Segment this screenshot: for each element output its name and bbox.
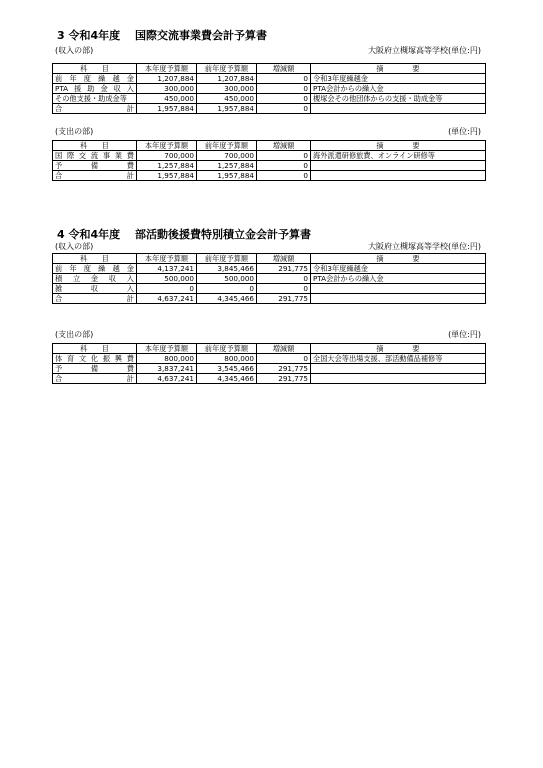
table-row: [53, 94, 486, 104]
section4-expense-label: (支出の部): [55, 330, 94, 339]
cell-diff: 291,775: [257, 364, 311, 374]
cell-diff: 0: [257, 284, 311, 294]
cell-item: 予 備 費: [53, 364, 137, 374]
table-row-total: [53, 171, 486, 181]
cell-current: 3,837,241: [137, 364, 197, 374]
cell-note: 令和3年度繰越金: [311, 264, 486, 274]
table-row: [53, 161, 486, 171]
header-previous: 前年度予算額: [197, 64, 257, 74]
cell-diff: 0: [257, 104, 311, 114]
cell-note: 槻塚会その他団体からの支援・助成金等: [311, 94, 486, 104]
cell-note: [311, 171, 486, 181]
cell-current: 4,137,241: [137, 264, 197, 274]
section3-expense-unit: (単位:円): [448, 127, 481, 136]
cell-item: PTA援助金収入: [53, 84, 137, 94]
cell-note: [311, 364, 486, 374]
section4-income-label: (収入の部): [55, 242, 94, 251]
header-note: 摘 要: [311, 64, 486, 74]
cell-previous: 500,000: [197, 274, 257, 284]
table-header-row: [53, 64, 486, 74]
cell-previous: 4,345,466: [197, 374, 257, 384]
cell-note: [311, 294, 486, 304]
cell-current: 4,637,241: [137, 374, 197, 384]
cell-previous: 3,845,466: [197, 264, 257, 274]
header-note: 摘 要: [311, 141, 486, 151]
cell-diff: 0: [257, 151, 311, 161]
section4-expense-unit: (単位:円): [448, 330, 481, 339]
cell-current: 1,257,884: [137, 161, 197, 171]
cell-previous: 1,257,884: [197, 161, 257, 171]
cell-item: 前年度繰越金: [53, 264, 137, 274]
header-previous: 前年度予算額: [197, 141, 257, 151]
table-header-row: [53, 344, 486, 354]
cell-note: PTA会計からの繰入金: [311, 274, 486, 284]
cell-previous: 4,345,466: [197, 294, 257, 304]
cell-diff: 0: [257, 161, 311, 171]
cell-current: 1,957,884: [137, 171, 197, 181]
section4-title: 4 令和4年度 部活動後援費特別積立金会計予算書: [57, 228, 311, 241]
table-row: [53, 264, 486, 274]
table-header-row: [53, 254, 486, 264]
cell-note: [311, 161, 486, 171]
header-item: 科 目: [53, 64, 137, 74]
header-current: 本年度予算額: [137, 141, 197, 151]
header-note: 摘 要: [311, 344, 486, 354]
cell-item: 合 計: [53, 294, 137, 304]
section3-title: 3 令和4年度 国際交流事業費会計予算書: [57, 29, 267, 42]
cell-item: その他支援・助成金等: [53, 94, 137, 104]
table-row: [53, 74, 486, 84]
cell-note: 海外派遣研修旅費、オンライン研修等: [311, 151, 486, 161]
header-item: 科 目: [53, 254, 137, 264]
cell-previous: 800,000: [197, 354, 257, 364]
section3-school-unit: 大阪府立槻塚高等学校(単位:円): [368, 46, 481, 55]
cell-diff: 0: [257, 74, 311, 84]
table-row: [53, 354, 486, 364]
table-row: [53, 151, 486, 161]
cell-note: [311, 374, 486, 384]
table-row: [53, 284, 486, 294]
cell-current: 800,000: [137, 354, 197, 364]
table-header-row: [53, 141, 486, 151]
cell-current: 1,207,884: [137, 74, 197, 84]
table-row: [53, 364, 486, 374]
cell-item: 前年度繰越金: [53, 74, 137, 84]
section3-expense-table: [52, 140, 486, 181]
header-item: 科 目: [53, 344, 137, 354]
header-previous: 前年度予算額: [197, 254, 257, 264]
table-row: [53, 274, 486, 284]
cell-item: 合 計: [53, 104, 137, 114]
cell-previous: 1,207,884: [197, 74, 257, 84]
cell-diff: 0: [257, 274, 311, 284]
cell-diff: 0: [257, 84, 311, 94]
header-diff: 増減額: [257, 64, 311, 74]
cell-diff: 0: [257, 354, 311, 364]
section4-expense-table: [52, 343, 486, 384]
cell-item: 予 備 費: [53, 161, 137, 171]
cell-current: 450,000: [137, 94, 197, 104]
cell-diff: 291,775: [257, 264, 311, 274]
cell-current: 500,000: [137, 274, 197, 284]
cell-current: 0: [137, 284, 197, 294]
cell-item: 合 計: [53, 374, 137, 384]
cell-diff: 291,775: [257, 294, 311, 304]
cell-note: 令和3年度繰越金: [311, 74, 486, 84]
header-previous: 前年度予算額: [197, 344, 257, 354]
cell-previous: 300,000: [197, 84, 257, 94]
header-current: 本年度予算額: [137, 254, 197, 264]
cell-diff: 0: [257, 171, 311, 181]
cell-item: 国際交流事業費: [53, 151, 137, 161]
table-row: [53, 84, 486, 94]
table-row-total: [53, 374, 486, 384]
cell-current: 700,000: [137, 151, 197, 161]
cell-item: 積立金収入: [53, 274, 137, 284]
header-diff: 増減額: [257, 141, 311, 151]
cell-note: PTA会計からの繰入金: [311, 84, 486, 94]
cell-previous: 3,545,466: [197, 364, 257, 374]
section3-expense-label: (支出の部): [55, 127, 94, 136]
header-current: 本年度予算額: [137, 344, 197, 354]
header-diff: 増減額: [257, 344, 311, 354]
cell-previous: 450,000: [197, 94, 257, 104]
table-row-total: [53, 294, 486, 304]
header-diff: 増減額: [257, 254, 311, 264]
cell-note: 全国大会等出場支援、部活動備品補修等: [311, 354, 486, 364]
cell-item: 雑 収 入: [53, 284, 137, 294]
cell-previous: 1,957,884: [197, 104, 257, 114]
section3-income-label: (収入の部): [55, 46, 94, 55]
cell-current: 300,000: [137, 84, 197, 94]
cell-current: 4,637,241: [137, 294, 197, 304]
cell-previous: 700,000: [197, 151, 257, 161]
header-item: 科 目: [53, 141, 137, 151]
table-row-total: [53, 104, 486, 114]
cell-item: 体育文化振興費: [53, 354, 137, 364]
cell-previous: 0: [197, 284, 257, 294]
cell-item: 合 計: [53, 171, 137, 181]
header-note: 摘 要: [311, 254, 486, 264]
cell-current: 1,957,884: [137, 104, 197, 114]
cell-diff: 291,775: [257, 374, 311, 384]
cell-diff: 0: [257, 94, 311, 104]
cell-note: [311, 104, 486, 114]
section3-income-table: [52, 63, 486, 114]
header-current: 本年度予算額: [137, 64, 197, 74]
cell-previous: 1,957,884: [197, 171, 257, 181]
section4-income-table: [52, 253, 486, 304]
section4-school-unit: 大阪府立槻塚高等学校(単位:円): [368, 242, 481, 251]
cell-note: [311, 284, 486, 294]
